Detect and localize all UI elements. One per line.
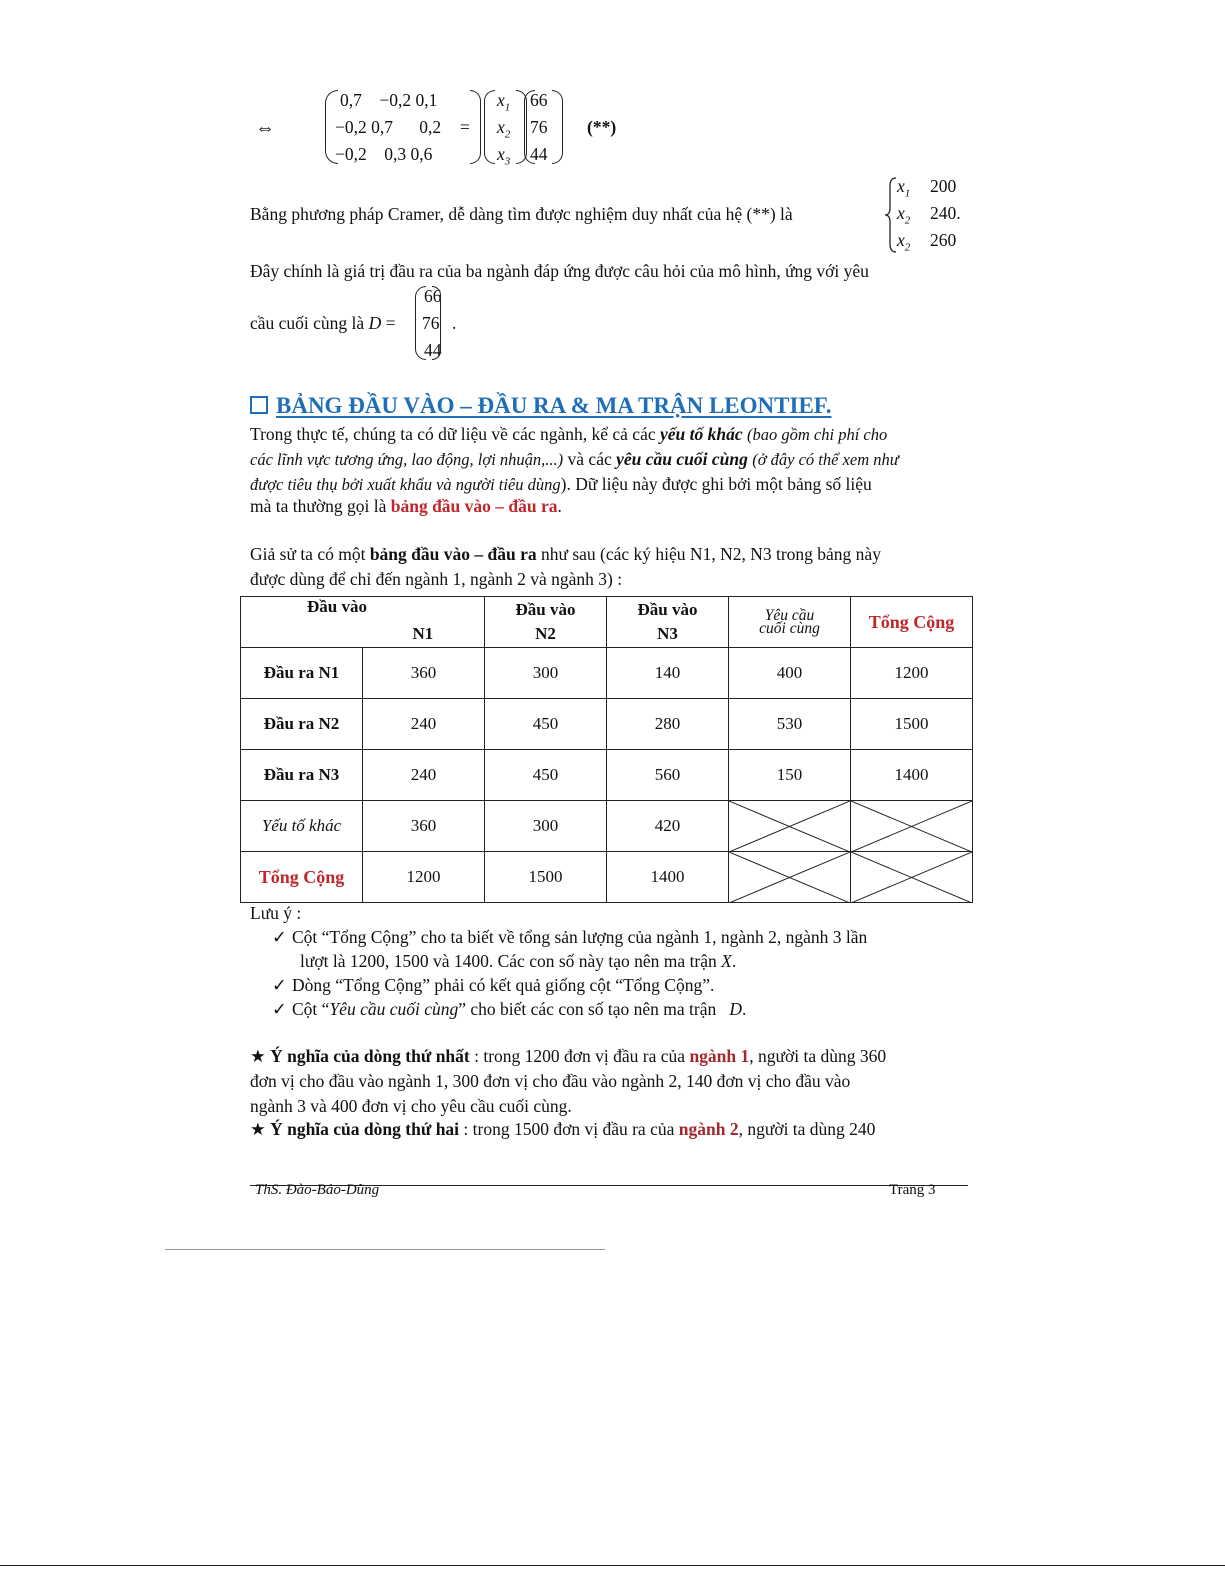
demand-value-1: 66 bbox=[424, 286, 442, 306]
input-output-table bbox=[240, 596, 973, 903]
intro-line-1: Trong thực tế, chúng ta có dữ liệu về các ngành, kể cả các yếu tố khác (bao gồm chi phí cho bbox=[250, 424, 888, 444]
solution-var-1: $x_1$ bbox=[897, 176, 911, 200]
page-break-line bbox=[165, 1249, 605, 1250]
rhs-value-3: 44 bbox=[530, 144, 548, 164]
section-heading: BẢNG ĐẦU VÀO – ĐẦU RA & MA TRẬN LEONTIEF. bbox=[250, 393, 831, 419]
cross-mark-icon bbox=[851, 801, 972, 852]
demand-value-2: 76 bbox=[422, 313, 440, 333]
table-cell: 1200 bbox=[363, 852, 485, 903]
note-3: ✓ Cột “Yêu cầu cuối cùng” cho biết các con số tạo nên ma trận D. bbox=[272, 999, 747, 1019]
row-label: Đầu ra N1 bbox=[241, 648, 363, 699]
output-paragraph: Đây chính là giá trị đầu ra của ba ngành đáp ứng được câu hỏi của mô hình, ứng với yêu bbox=[250, 261, 869, 281]
table-cell: 360 bbox=[363, 801, 485, 852]
table-cell: 530 bbox=[729, 699, 851, 750]
row-label: Đầu ra N2 bbox=[241, 699, 363, 750]
table-row-other-factors bbox=[241, 801, 973, 852]
demand-vector-right-bracket bbox=[432, 286, 441, 360]
meaning-1-line-3: ngành 3 và 400 đơn vị cho yêu cầu cuối cùng. bbox=[250, 1096, 572, 1116]
table-cell: 400 bbox=[729, 648, 851, 699]
star-icon: ★ bbox=[250, 1046, 266, 1066]
header-input-n2: Đầu vào N2 bbox=[485, 597, 607, 648]
var-vector-left-bracket bbox=[484, 90, 495, 164]
crossed-cell bbox=[729, 852, 851, 903]
bottom-edge-line bbox=[0, 1565, 1225, 1566]
suppose-line-2: được dùng để chỉ đến ngành 1, ngành 2 và ngành 3) : bbox=[250, 569, 623, 589]
header-total: Tổng Cộng bbox=[851, 597, 973, 648]
intro-line-4: mà ta thường gọi là bảng đầu vào – đầu ra. bbox=[250, 496, 562, 516]
cross-mark-icon bbox=[729, 801, 850, 852]
equation-label: (**) bbox=[587, 117, 617, 137]
intro-line-2: các lĩnh vực tương ứng, lao động, lợi nhuận,...) và các yêu cầu cuối cùng (ở đây có thể xem như bbox=[250, 449, 899, 469]
var-x2: $x_2$ bbox=[497, 117, 511, 141]
solution-value-2: 240. bbox=[930, 203, 961, 223]
table-cell: 1400 bbox=[607, 852, 729, 903]
table-cell: 280 bbox=[607, 699, 729, 750]
table-cell: 450 bbox=[485, 699, 607, 750]
meaning-2-line-1: ★ Ý nghĩa của dòng thứ hai : trong 1500 đơn vị đầu ra của ngành 2, người ta dùng 240 bbox=[250, 1119, 876, 1139]
header-input-corner: Đầu vào bbox=[241, 597, 363, 648]
table-row bbox=[241, 699, 973, 750]
footer-page-number: Trang 3 bbox=[889, 1182, 936, 1198]
table-cell: 150 bbox=[729, 750, 851, 801]
crossed-cell bbox=[729, 801, 851, 852]
final-demand-text: cầu cuối cùng là D = bbox=[250, 313, 396, 333]
table-cell: 360 bbox=[363, 648, 485, 699]
note-1: ✓ Cột “Tổng Cộng” cho ta biết về tổng sản lượng của ngành 1, ngành 2, ngành 3 lần bbox=[272, 927, 868, 947]
header-input-n1: N1 bbox=[363, 597, 485, 648]
table-cell: 1200 bbox=[851, 648, 973, 699]
solution-value-3: 260 bbox=[930, 230, 957, 250]
header-input-n3: Đầu vào N3 bbox=[607, 597, 729, 648]
footer-author: ThS. Đào-Bảo-Dũng bbox=[255, 1182, 380, 1198]
row-label: Yếu tố khác bbox=[241, 801, 363, 852]
row-label: Đầu ra N3 bbox=[241, 750, 363, 801]
solution-var-2: $x_2$ bbox=[897, 203, 911, 227]
coef-matrix-right-bracket bbox=[470, 90, 481, 164]
var-x1: $x_1$ bbox=[497, 90, 511, 114]
table-row bbox=[241, 648, 973, 699]
table-cell: 240 bbox=[363, 699, 485, 750]
checkbox-square-icon bbox=[250, 396, 268, 414]
cross-mark-icon bbox=[851, 852, 972, 903]
table-cell: 560 bbox=[607, 750, 729, 801]
demand-period: . bbox=[452, 313, 457, 333]
cramer-text: Bằng phương pháp Cramer, dễ dàng tìm được nghiệm duy nhất của hệ (**) là bbox=[250, 204, 793, 224]
table-cell: 300 bbox=[485, 801, 607, 852]
rhs-vector-right-bracket bbox=[552, 90, 563, 164]
crossed-cell bbox=[851, 801, 973, 852]
var-x3: $x_3$ bbox=[497, 144, 511, 168]
coef-row-3: −0,2 0,3 0,6 bbox=[335, 144, 433, 164]
table-cell: 1500 bbox=[485, 852, 607, 903]
checkmark-icon: ✓ bbox=[272, 927, 287, 947]
table-cell: 240 bbox=[363, 750, 485, 801]
table-cell: 1500 bbox=[851, 699, 973, 750]
suppose-line-1: Giả sử ta có một bảng đầu vào – đầu ra như sau (các ký hiệu N1, N2, N3 trong bảng này bbox=[250, 544, 881, 564]
checkmark-icon: ✓ bbox=[272, 975, 287, 995]
row-label: Tổng Cộng bbox=[241, 852, 363, 903]
meaning-1-line-2: đơn vị cho đầu vào ngành 1, 300 đơn vị cho đầu vào ngành 2, 140 đơn vị cho đầu vào bbox=[250, 1071, 851, 1091]
equals-sign: = bbox=[460, 117, 470, 137]
notes-title: Lưu ý : bbox=[250, 903, 302, 923]
equivalence-arrow: ⇔ bbox=[255, 117, 275, 139]
solution-var-3: $x_2$ bbox=[897, 230, 911, 254]
table-row-total bbox=[241, 852, 973, 903]
table-cell: 1400 bbox=[851, 750, 973, 801]
rhs-value-1: 66 bbox=[530, 90, 548, 110]
table-cell: 450 bbox=[485, 750, 607, 801]
header-final-demand: Yêu cầu cuối cùng bbox=[729, 597, 851, 648]
cross-mark-icon bbox=[729, 852, 850, 903]
star-icon: ★ bbox=[250, 1119, 266, 1139]
coef-row-1: 0,7 −0,2 0,1 bbox=[340, 90, 438, 110]
note-1-cont: lượt là 1200, 1500 và 1400. Các con số này tạo nên ma trận X. bbox=[300, 951, 737, 971]
table-row bbox=[241, 750, 973, 801]
table-cell: 300 bbox=[485, 648, 607, 699]
table-header-row bbox=[241, 597, 973, 648]
meaning-1-line-1: ★ Ý nghĩa của dòng thứ nhất : trong 1200 đơn vị đầu ra của ngành 1, người ta dùng 360 bbox=[250, 1046, 887, 1066]
crossed-cell bbox=[851, 852, 973, 903]
solution-brace-icon bbox=[884, 176, 898, 254]
table-cell: 420 bbox=[607, 801, 729, 852]
coef-row-2: −0,2 0,7 0,2 bbox=[335, 117, 442, 137]
rhs-value-2: 76 bbox=[530, 117, 548, 137]
note-2: ✓ Dòng “Tổng Cộng” phải có kết quả giống cột “Tổng Cộng”. bbox=[272, 975, 715, 995]
intro-line-3: được tiêu thụ bởi xuất khẩu và người tiêu dùng). Dữ liệu này được ghi bởi một bảng số liệu bbox=[250, 474, 872, 494]
table-cell: 140 bbox=[607, 648, 729, 699]
demand-value-3: 44 bbox=[424, 340, 442, 360]
solution-value-1: 200 bbox=[930, 176, 957, 196]
checkmark-icon: ✓ bbox=[272, 999, 287, 1019]
